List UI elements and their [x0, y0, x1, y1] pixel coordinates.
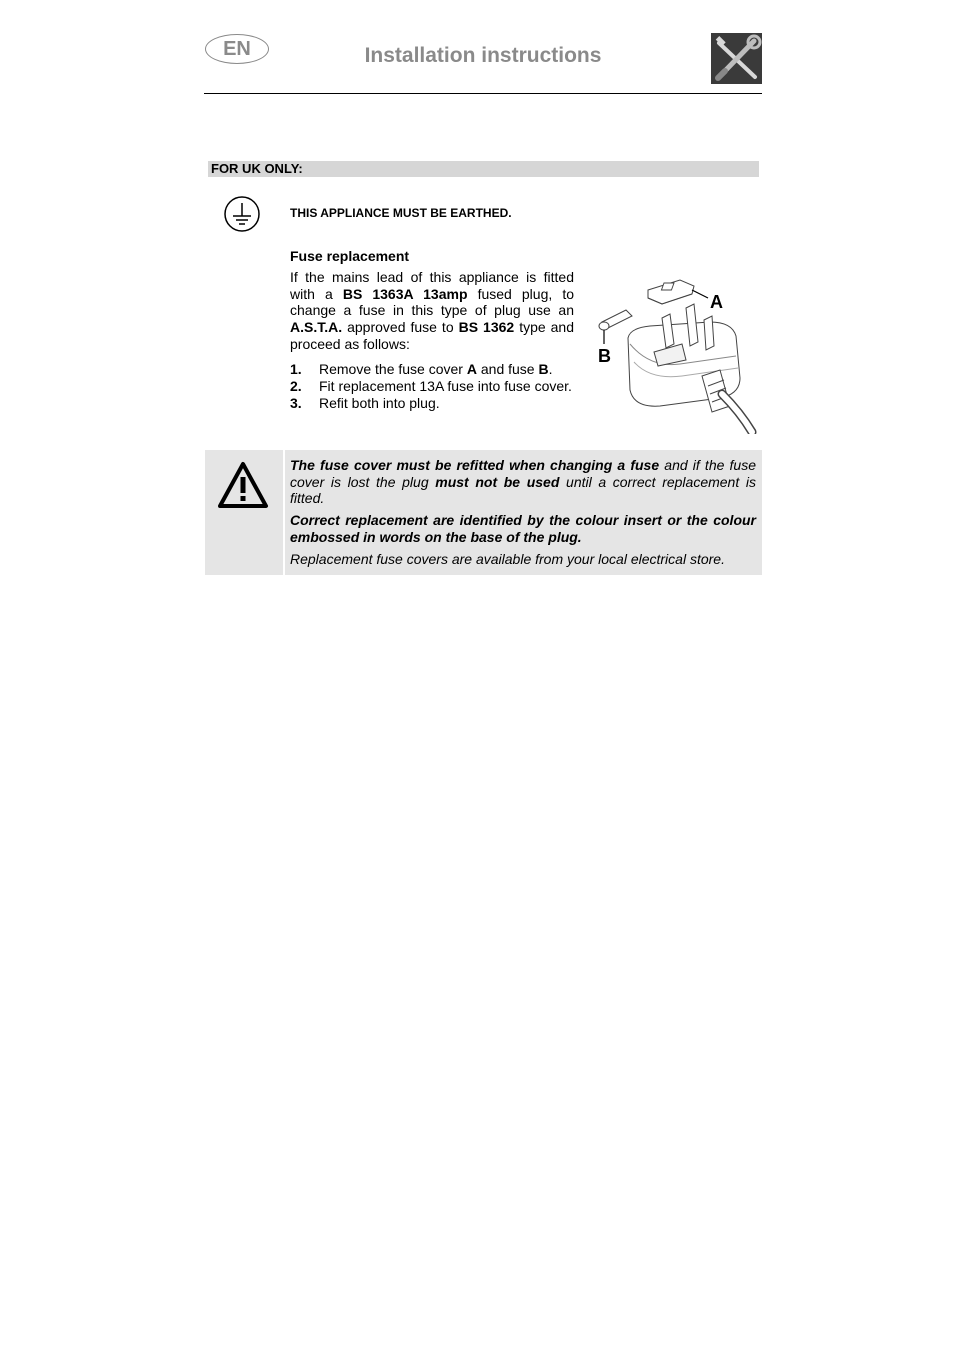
fuse-replacement-heading: Fuse replacement [290, 248, 410, 264]
section-heading: FOR UK ONLY: [208, 161, 759, 177]
earth-ground-icon [223, 195, 261, 233]
fuse-steps-list [290, 361, 574, 412]
list-item: 2. Fit replacement 13A fuse into fuse cover. [290, 378, 572, 394]
list-item: 3. Refit both into plug. [290, 395, 440, 411]
header-divider [204, 93, 762, 94]
list-item: 1. Remove the fuse cover A and fuse B. [290, 361, 553, 377]
warning-paragraph-3: Replacement fuse covers are available from your local electrical store. [290, 551, 725, 567]
label-b: B [598, 346, 611, 366]
earthed-notice: THIS APPLIANCE MUST BE EARTHED. [290, 206, 512, 220]
page-title: Installation instructions [364, 44, 602, 67]
language-badge: EN [205, 34, 269, 64]
label-a: A [710, 292, 723, 312]
warning-triangle-icon [217, 460, 269, 510]
plug-fuse-diagram [590, 272, 760, 434]
fuse-intro-paragraph: If the mains lead of this appliance is fitted with a BS 1363A 13amp fused plug, to change a fuse in this type of plug use an A.S.T.A. approved fuse to BS 1362 type and proceed as follows: [290, 269, 575, 352]
warning-paragraph-2: Correct replacement are identified by the colour insert or the colour embossed in words on the base of the plug. [290, 512, 756, 545]
warning-paragraph-1: The fuse cover must be refitted when changing a fuse and if the fuse cover is lost the plug must not be used until a correct replacement is fitted. [290, 457, 756, 507]
screwdriver-wrench-icon [711, 33, 762, 84]
